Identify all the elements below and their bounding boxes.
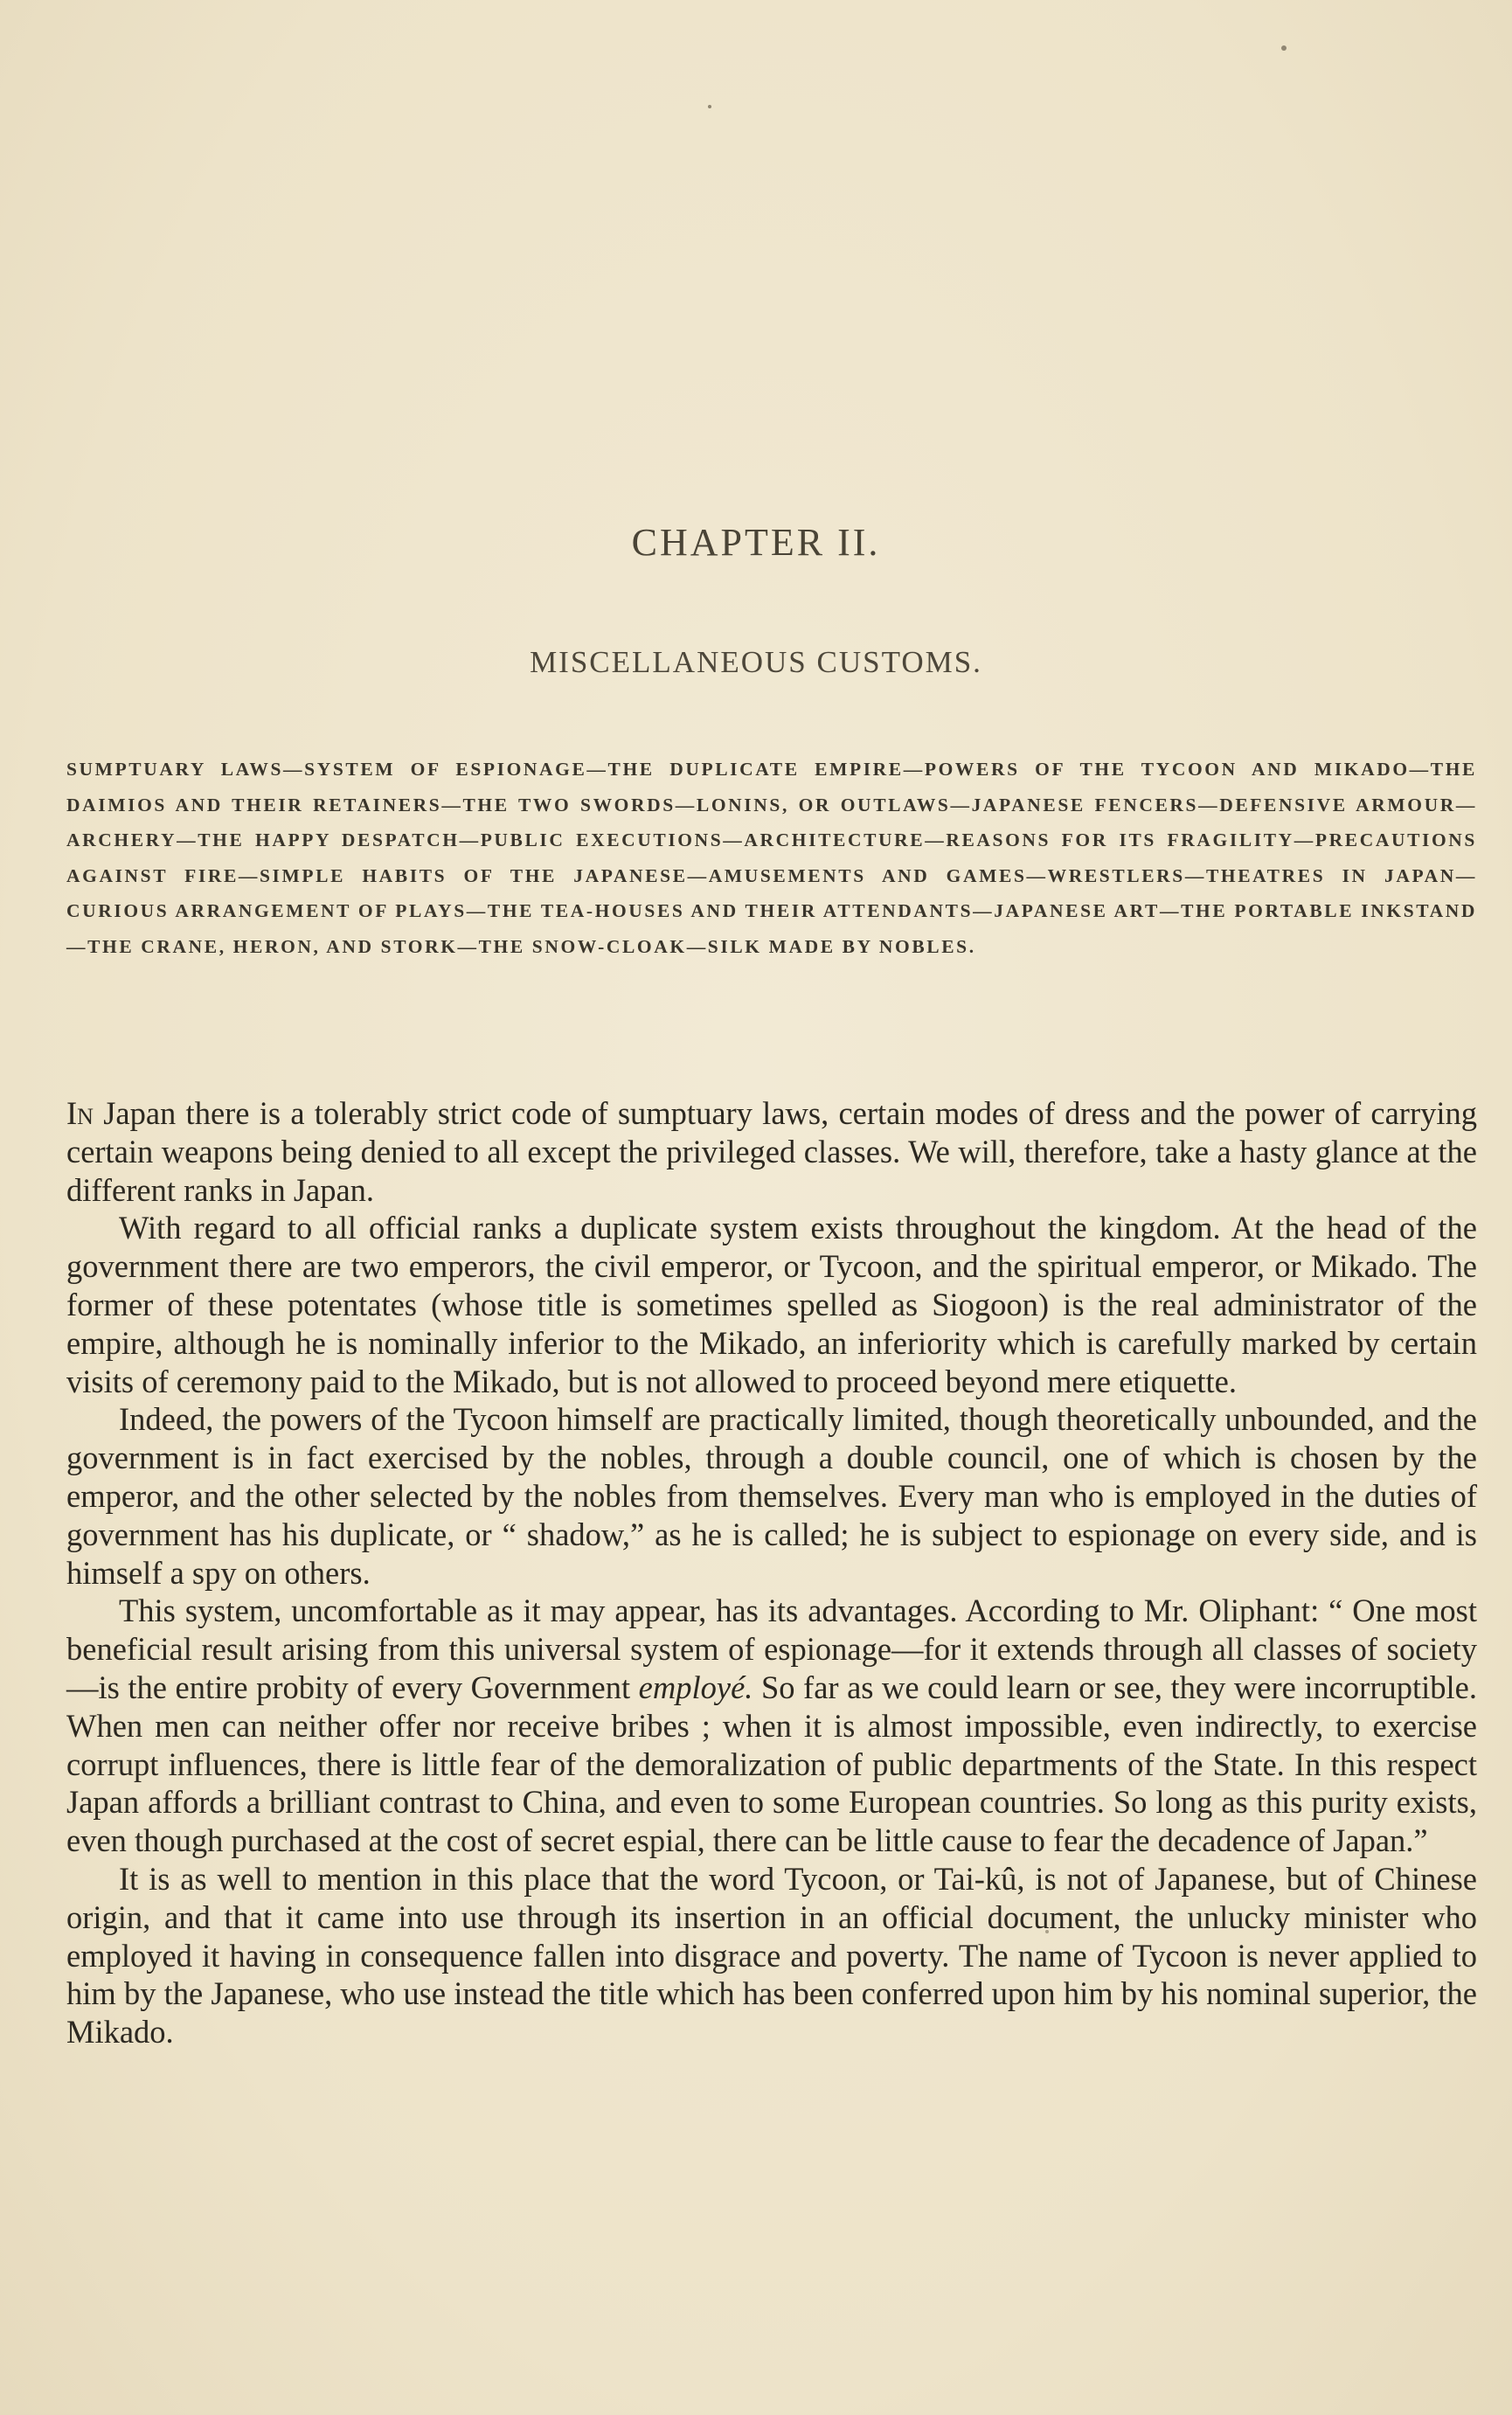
initial-word: In bbox=[66, 1095, 94, 1131]
chapter-summary: SUMPTUARY LAWS—SYSTEM OF ESPIONAGE—THE DUPLICATE EMPIRE—POWERS OF THE TYCOON AND MIKADO—THE DAIMIOS AND THEIR RETAINERS—THE TWO SWORDS—LONINS, OR OUTLAWS—JAPANESE FENCERS—DEFENSIVE ARMOUR—ARCHERY—THE HAPPY DESPATCH—PUBLIC EXECUTIONS—ARCHITECTURE—REASONS FOR ITS FRAGILITY—PRECAUTIONS AGAINST FIRE—SIMPLE HABITS OF THE JAPANESE—AMUSEMENTS AND GAMES—WRESTLERS—THEATRES IN JAPAN—CURIOUS ARRANGEMENT OF PLAYS—THE TEA-HOUSES AND THEIR ATTENDANTS—JAPANESE ART—THE PORTABLE INKSTAND—THE CRANE, HERON, AND STORK—THE SNOW-CLOAK—SILK MADE BY NOBLES. bbox=[66, 759, 1477, 957]
chapter-heading: CHAPTER II. bbox=[631, 521, 881, 564]
italic-word: employé. bbox=[638, 1669, 753, 1705]
paragraph-1 bbox=[66, 1094, 1477, 1209]
ink-speck bbox=[1281, 45, 1287, 51]
paragraph-3: Indeed, the powers of the Tycoon himself are practically limited, though theoretically unbounded, and the government is in fact exercised by the nobles, through a double council, one of which is chosen by the emperor, and the other selected by the nobles from themselves. Every man who is employed in the duties of government has his duplicate, or “ shadow,” as he is called; he is subject to espionage on every side, and is himself a spy on others. bbox=[66, 1401, 1477, 1591]
paragraph-4-text-a: This system, uncomfortable as it may appear, has its advantages. According to Mr. Oliphant: “ One most beneficial result arising from this universal system of espionage—for it extends through all classes of society—is the entire probity of every Government bbox=[66, 1593, 1477, 1705]
paragraph-4 bbox=[66, 1592, 1477, 1860]
ink-speck bbox=[708, 105, 711, 108]
body-text bbox=[66, 1094, 1477, 2051]
paragraph-4-text-b: So far as we could learn or see, they were incorruptible. When men can neither offer nor receive bribes ; when it is almost impossible, even indirectly, to exercise corrupt influences, there is little fear of the demoralization of public departments of the State. In this respect Japan affords a brilliant contrast to China, and even to some European countries. So long as this purity exists, even though purchased at the cost of secret espial, there can be little cause to fear the decadence of Japan.” bbox=[66, 1669, 1477, 1859]
paragraph-1-text: Japan there is a tolerably strict code of sumptuary laws, certain modes of dress and the power of carrying certain weapons being denied to all except the privileged classes. We will, therefore, take a hasty glance at the different ranks in Japan. bbox=[66, 1095, 1477, 1208]
paragraph-2: With regard to all official ranks a duplicate system exists throughout the kingdom. At the head of the government there are two emperors, the civil emperor, or Tycoon, and the spiritual emperor, or Mikado. The former of these potentates (whose title is sometimes spelled as Siogoon) is the real administrator of the empire, although he is nominally inferior to the Mikado, an inferiority which is carefully marked by certain visits of ceremony paid to the Mikado, but is not allowed to proceed beyond mere etiquette. bbox=[66, 1210, 1477, 1399]
paragraph-5: It is as well to mention in this place that the word Tycoon, or Tai-kû, is not of Japanese, but of Chinese origin, and that it came into use through its insertion in an official document, the unlucky minister who employed it having in consequence fallen into disgrace and poverty. The name of Tycoon is never applied to him by the Japanese, who use instead the title which has been conferred upon him by his nominal superior, the Mikado. bbox=[66, 1860, 1477, 2051]
chapter-title: MISCELLANEOUS CUSTOMS. bbox=[530, 645, 982, 679]
